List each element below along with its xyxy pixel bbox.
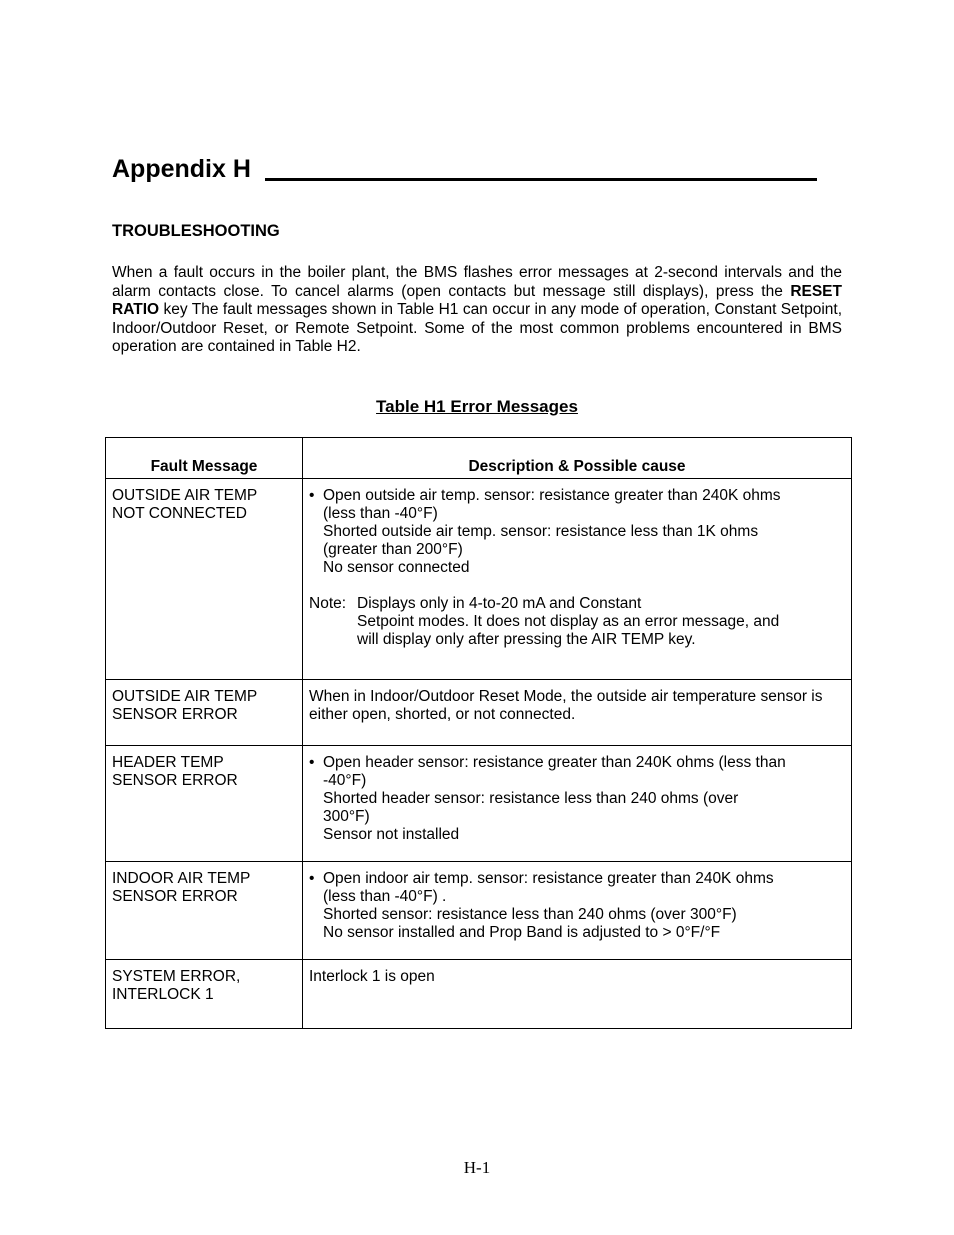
bullet-text: Open outside air temp. sensor: resistance greater than 240K ohms (less than -40°F) Shorted outside air temp. sensor: resistance less than 1K ohms (greater than 200°F) No sensor connected	[323, 487, 781, 576]
intro-text-2: key The fault messages shown in Table H1 can occur in any mode of operation, Constant Setpoint, Indoor/Outdoor Reset, or Remote Setpoint. Some of the most common problems encountered in BMS operation are contained in Table H2.	[112, 301, 842, 355]
section-title: TROUBLESHOOTING	[112, 222, 280, 240]
bullet-item	[309, 870, 845, 942]
table-row	[106, 746, 852, 862]
fault-message-cell: SYSTEM ERROR, INTERLOCK 1	[106, 960, 303, 1029]
note	[309, 595, 845, 649]
table-row	[106, 680, 852, 746]
heading-rule	[265, 158, 817, 181]
description-cell	[303, 479, 852, 680]
appendix-title: Appendix H	[112, 155, 251, 183]
reset-ratio-key-label: RESET RATIO	[112, 282, 842, 318]
bullet-item	[309, 487, 845, 577]
description-cell	[303, 862, 852, 960]
table-row	[106, 862, 852, 960]
bullet-text: Open indoor air temp. sensor: resistance greater than 240K ohms (less than -40°F) . Shorted sensor: resistance less than 240 ohms (over 300°F) No sensor installed and Prop Band is adjusted to > 0°F/°F	[323, 870, 774, 941]
appendix-heading	[112, 155, 817, 184]
fault-message-cell: OUTSIDE AIR TEMP NOT CONNECTED	[106, 479, 303, 680]
page-number: H-1	[463, 1158, 491, 1177]
table-row	[106, 479, 852, 680]
note-text: Displays only in 4-to-20 mA and Constant Setpoint modes. It does not display as an error message, and will display only after pressing the AIR TEMP key.	[357, 595, 780, 648]
bullet-text: Open header sensor: resistance greater than 240K ohms (less than -40°F) Shorted header sensor: resistance less than 240 ohms (over 300°F) Sensor not installed	[323, 754, 786, 843]
description-cell: When in Indoor/Outdoor Reset Mode, the outside air temperature sensor is either open, shorted, or not connected.	[303, 680, 852, 746]
bullet-icon: •	[309, 487, 315, 504]
table-title: Table H1 Error Messages	[376, 397, 578, 416]
header-fault-message: Fault Message	[106, 438, 303, 479]
fault-message-cell: OUTSIDE AIR TEMP SENSOR ERROR	[106, 680, 303, 746]
description-cell: Interlock 1 is open	[303, 960, 852, 1029]
fault-message-cell: HEADER TEMP SENSOR ERROR	[106, 746, 303, 862]
error-messages-table	[105, 437, 852, 1029]
bullet-icon: •	[309, 870, 315, 887]
fault-message-cell: INDOOR AIR TEMP SENSOR ERROR	[106, 862, 303, 960]
bullet-icon: •	[309, 754, 315, 771]
intro-text-1: When a fault occurs in the boiler plant, the BMS flashes error messages at 2-second intervals and the alarm contacts close. To cancel alarms (open contacts but message still displays), press the	[112, 264, 842, 300]
table-header-row	[106, 438, 852, 479]
header-description: Description & Possible cause	[303, 438, 852, 479]
bullet-item	[309, 754, 845, 844]
table-row	[106, 960, 852, 1029]
note-label: Note:	[309, 595, 347, 612]
intro-paragraph	[112, 264, 842, 357]
description-cell	[303, 746, 852, 862]
